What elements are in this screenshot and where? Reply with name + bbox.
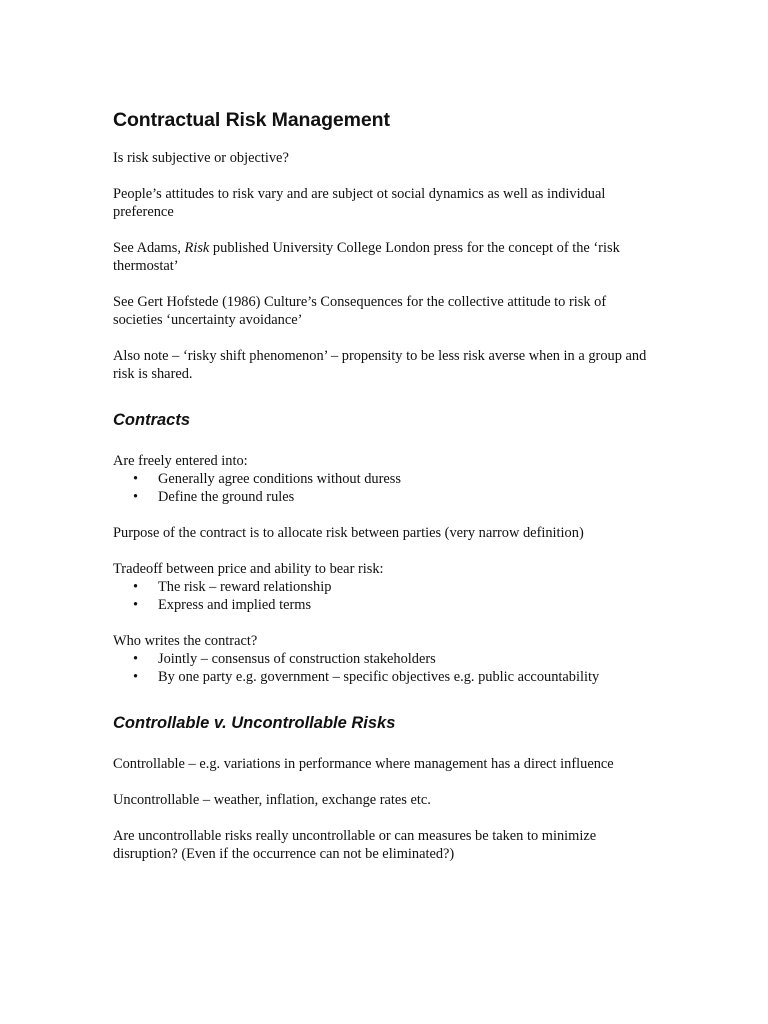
bullet-icon: • xyxy=(133,651,139,667)
document-title: Contractual Risk Management xyxy=(113,109,390,131)
document-body xyxy=(113,108,658,881)
uncontrollable-definition: Uncontrollable – weather, inflation, exchange rates etc. xyxy=(113,792,431,808)
list-item-text: By one party e.g. government – specific objectives e.g. public accountability xyxy=(158,669,600,685)
list-item-text: The risk – reward relationship xyxy=(158,579,332,595)
contracts-tradeoff-lead: Tradeoff between price and ability to bear risk: xyxy=(113,561,384,577)
list-item xyxy=(133,578,658,596)
list-item xyxy=(133,488,658,506)
bullet-icon: • xyxy=(133,579,139,595)
list-item-text: Define the ground rules xyxy=(158,489,295,505)
bullet-icon: • xyxy=(133,597,139,613)
section-heading-controllable-risks: Controllable v. Uncontrollable Risks xyxy=(113,714,396,732)
intro-question: Is risk subjective or objective? xyxy=(113,150,289,166)
contracts-freely-entered-list xyxy=(113,470,658,506)
bullet-icon: • xyxy=(133,669,139,685)
list-item xyxy=(133,668,658,686)
section-heading-contracts: Contracts xyxy=(113,411,191,429)
intro-risky-shift: Also note – ‘risky shift phenomenon’ – propensity to be less risk averse when in a group and risk is shared. xyxy=(113,348,647,382)
adams-text-after: published University College London press for the concept of the ‘risk thermostat’ xyxy=(113,240,620,274)
contracts-who-writes-list xyxy=(113,650,658,686)
adams-book-title: Risk xyxy=(184,240,210,256)
contracts-who-writes-lead: Who writes the contract? xyxy=(113,633,258,649)
adams-text-before: See Adams, xyxy=(113,240,185,256)
contracts-purpose: Purpose of the contract is to allocate risk between parties (very narrow definition) xyxy=(113,525,584,541)
controllable-definition: Controllable – e.g. variations in performance where management has a direct influence xyxy=(113,756,614,772)
intro-hofstede-reference: See Gert Hofstede (1986) Culture’s Consequences for the collective attitude to risk of societies ‘uncertainty avoidance’ xyxy=(113,294,607,328)
list-item xyxy=(133,596,658,614)
contracts-tradeoff-list xyxy=(113,578,658,614)
bullet-icon: • xyxy=(133,489,139,505)
intro-adams-reference xyxy=(113,239,658,275)
uncontrollable-question: Are uncontrollable risks really uncontrollable or can measures be taken to minimize disruption? (Even if the occurrence can not be eliminated?) xyxy=(113,828,597,862)
list-item xyxy=(133,650,658,668)
list-item xyxy=(133,470,658,488)
bullet-icon: • xyxy=(133,471,139,487)
list-item-text: Jointly – consensus of construction stakeholders xyxy=(158,651,436,667)
contracts-freely-entered-lead: Are freely entered into: xyxy=(113,453,248,469)
intro-attitudes: People’s attitudes to risk vary and are subject ot social dynamics as well as individual preference xyxy=(113,186,606,220)
list-item-text: Generally agree conditions without duress xyxy=(158,471,401,487)
list-item-text: Express and implied terms xyxy=(158,597,312,613)
